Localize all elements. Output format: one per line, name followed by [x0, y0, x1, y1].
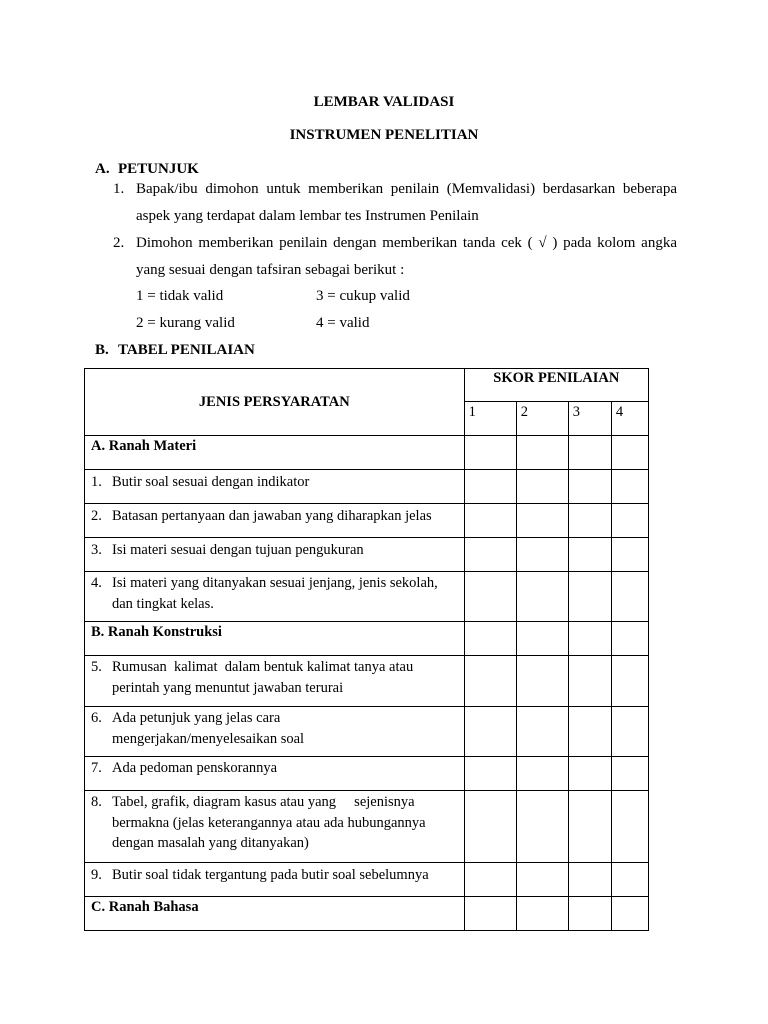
score-cell[interactable]: [516, 863, 568, 897]
section-ranah-materi: A. Ranah Materi: [85, 436, 465, 470]
criterion-text: Rumusan kalimat dalam bentuk kalimat tanya atau perintah yang menuntut jawaban terurai: [112, 659, 417, 696]
criterion-text: Tabel, grafik, diagram kasus atau yang sejenisnya bermakna (jelas keterangannya atau ada hubungannya dengan masalah yang ditanyakan): [112, 794, 430, 851]
section-a-heading: PETUNJUK: [118, 161, 199, 177]
score-cell[interactable]: [611, 707, 648, 757]
score-cell[interactable]: [516, 707, 568, 757]
scale-4: 4 = valid: [316, 315, 370, 331]
table-row: [85, 863, 649, 897]
scale-3: 3 = cukup valid: [316, 288, 410, 304]
table-row: [85, 538, 649, 572]
score-cell[interactable]: [516, 656, 568, 707]
score-cell[interactable]: [611, 791, 648, 863]
table-row: [85, 504, 649, 538]
page-subtitle: INSTRUMEN PENELITIAN: [289, 127, 479, 143]
score-cell[interactable]: [516, 538, 568, 572]
section-ranah-konstruksi: B. Ranah Konstruksi: [85, 622, 465, 656]
score-cell[interactable]: [611, 572, 648, 622]
criterion-cell: [85, 538, 465, 572]
score-cell[interactable]: [516, 897, 568, 931]
criterion-cell: [85, 572, 465, 622]
assessment-table: [84, 368, 649, 931]
criterion-number: 3.: [91, 542, 102, 558]
criterion-number: 9.: [91, 867, 102, 883]
criterion-number: 5.: [91, 659, 102, 675]
scale-1: 1 = tidak valid: [136, 288, 224, 304]
criterion-number: 1.: [91, 474, 102, 490]
criterion-text: Isi materi yang ditanyakan sesuai jenjang, jenis sekolah, dan tingkat kelas.: [112, 575, 438, 612]
score-cell[interactable]: [611, 470, 648, 504]
criterion-cell: [85, 656, 465, 707]
score-cell[interactable]: [611, 863, 648, 897]
instruction-2-number: 2.: [113, 235, 125, 251]
score-header-1: 1: [464, 402, 516, 436]
table-row: [85, 436, 649, 470]
score-cell[interactable]: [611, 538, 648, 572]
criterion-text: Batasan pertanyaan dan jawaban yang diharapkan jelas: [112, 508, 432, 524]
section-b-heading: TABEL PENILAIAN: [118, 342, 255, 358]
score-header-3: 3: [568, 402, 611, 436]
score-cell[interactable]: [568, 707, 611, 757]
score-cell[interactable]: [611, 656, 648, 707]
score-cell[interactable]: [568, 622, 611, 656]
table-row: [85, 897, 649, 931]
criterion-number: 2.: [91, 508, 102, 524]
header-jenis-persyaratan: JENIS PERSYARATAN: [85, 369, 465, 436]
score-cell[interactable]: [464, 572, 516, 622]
score-cell[interactable]: [611, 622, 648, 656]
criterion-text: Isi materi sesuai dengan tujuan pengukuran: [112, 542, 364, 558]
score-cell[interactable]: [516, 572, 568, 622]
section-b-marker: B.: [95, 342, 109, 358]
table-row: [85, 572, 649, 622]
instruction-2-line-2: yang sesuai dengan tafsiran sebagai berikut :: [136, 262, 405, 278]
score-cell[interactable]: [464, 538, 516, 572]
header-skor-penilaian: SKOR PENILAIAN: [464, 369, 648, 402]
scale-2: 2 = kurang valid: [136, 315, 235, 331]
instruction-2-line-1: Dimohon memberikan penilain dengan memberikan tanda cek ( √ ) pada kolom angka: [136, 235, 677, 251]
score-cell[interactable]: [464, 656, 516, 707]
score-cell[interactable]: [568, 897, 611, 931]
score-cell[interactable]: [464, 863, 516, 897]
criterion-text: Butir soal tidak tergantung pada butir soal sebelumnya: [112, 867, 429, 883]
score-cell[interactable]: [516, 791, 568, 863]
score-header-4: 4: [611, 402, 648, 436]
score-header-2: 2: [516, 402, 568, 436]
criterion-cell: [85, 863, 465, 897]
score-cell[interactable]: [464, 757, 516, 791]
criterion-cell: [85, 504, 465, 538]
table-row: [85, 791, 649, 863]
score-cell[interactable]: [516, 436, 568, 470]
score-cell[interactable]: [568, 791, 611, 863]
criterion-text: Butir soal sesuai dengan indikator: [112, 474, 310, 490]
instruction-1-line-2: aspek yang terdapat dalam lembar tes Instrumen Penilain: [136, 208, 479, 224]
score-cell[interactable]: [568, 572, 611, 622]
criterion-number: 7.: [91, 760, 102, 776]
score-cell[interactable]: [568, 470, 611, 504]
score-cell[interactable]: [611, 757, 648, 791]
score-cell[interactable]: [464, 897, 516, 931]
table-row: [85, 757, 649, 791]
criterion-cell: [85, 470, 465, 504]
instruction-1-line-1: Bapak/ibu dimohon untuk memberikan penilain (Memvalidasi) berdasarkan beberapa: [136, 181, 677, 197]
page-title: LEMBAR VALIDASI: [313, 94, 455, 110]
section-ranah-bahasa: C. Ranah Bahasa: [85, 897, 465, 931]
score-cell[interactable]: [516, 470, 568, 504]
criterion-cell: [85, 791, 465, 863]
score-cell[interactable]: [516, 622, 568, 656]
criterion-text: Ada petunjuk yang jelas cara mengerjakan/menyelesaikan soal: [112, 710, 305, 747]
score-cell[interactable]: [568, 538, 611, 572]
table-row: [85, 707, 649, 757]
table-row: [85, 622, 649, 656]
criterion-cell: [85, 757, 465, 791]
criterion-number: 4.: [91, 575, 102, 591]
section-a-marker: A.: [95, 161, 110, 177]
score-cell[interactable]: [611, 897, 648, 931]
table-row: [85, 656, 649, 707]
score-cell[interactable]: [568, 656, 611, 707]
table-header-row: [85, 369, 649, 402]
score-cell[interactable]: [568, 504, 611, 538]
score-cell[interactable]: [516, 757, 568, 791]
score-cell[interactable]: [464, 707, 516, 757]
score-cell[interactable]: [464, 504, 516, 538]
score-cell[interactable]: [464, 436, 516, 470]
score-cell[interactable]: [568, 863, 611, 897]
score-cell[interactable]: [464, 470, 516, 504]
criterion-number: 6.: [91, 710, 102, 726]
score-cell[interactable]: [516, 504, 568, 538]
table-row: [85, 470, 649, 504]
instruction-1-number: 1.: [113, 181, 125, 197]
criterion-number: 8.: [91, 794, 102, 810]
criterion-text: Ada pedoman penskorannya: [112, 760, 278, 776]
score-cell[interactable]: [611, 504, 648, 538]
score-cell[interactable]: [611, 436, 648, 470]
score-cell[interactable]: [568, 436, 611, 470]
score-cell[interactable]: [464, 791, 516, 863]
score-cell[interactable]: [568, 757, 611, 791]
score-cell[interactable]: [464, 622, 516, 656]
criterion-cell: [85, 707, 465, 757]
